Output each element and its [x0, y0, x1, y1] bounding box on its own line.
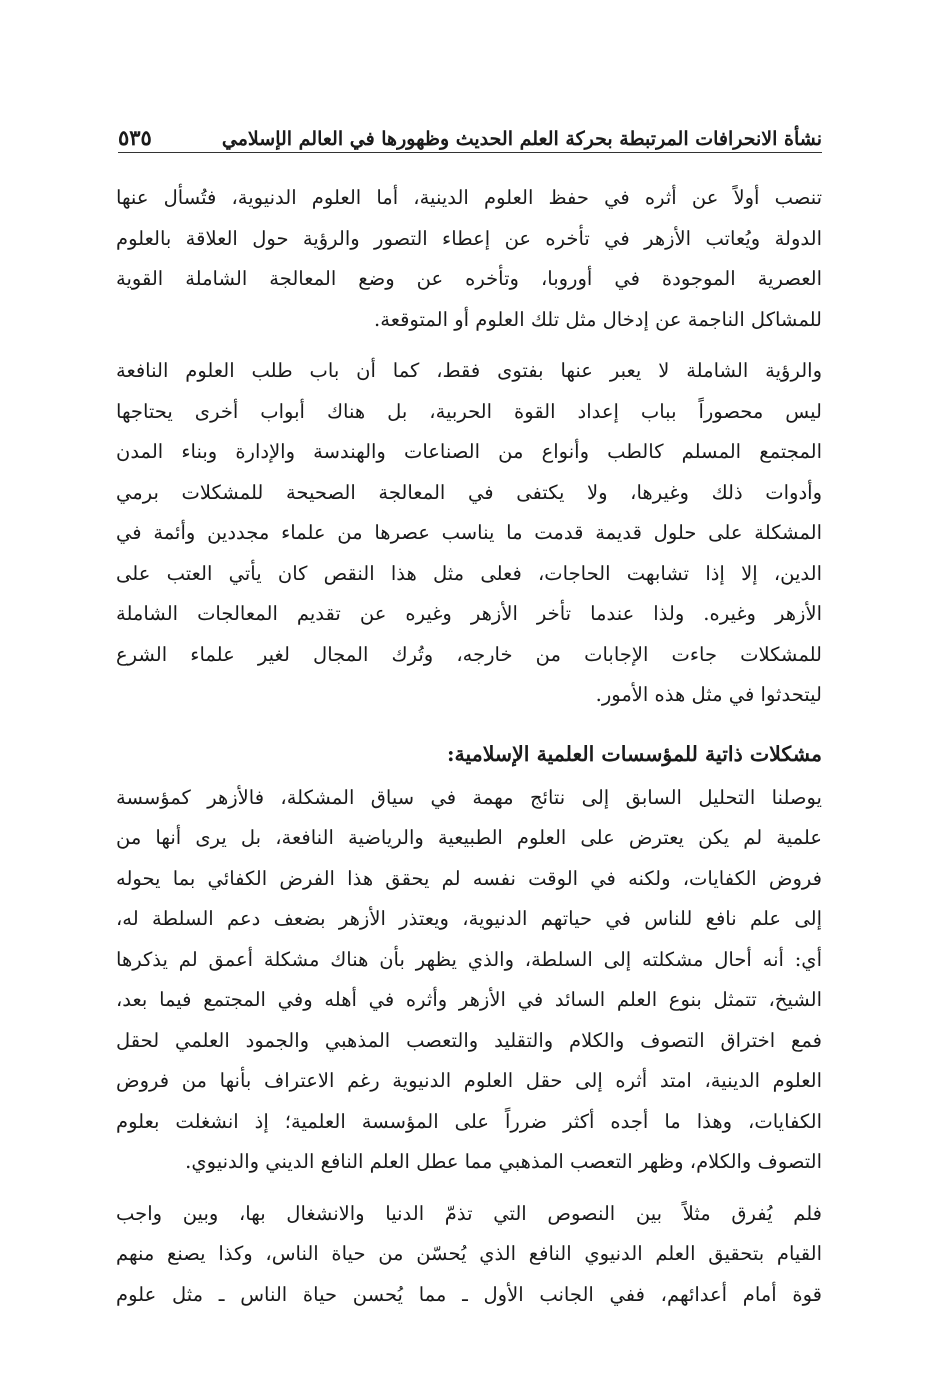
paragraph-line: العلوم الدينية، امتد أثره إلى حقل العلوم الدنيوية رغم الاعتراف بأنها من فروض [116, 1069, 822, 1092]
header-divider [118, 152, 822, 153]
page-number: ٥٣٥ [118, 125, 152, 150]
paragraph-line: الكفايات، وهذا ما أجده أكثر ضرراً على المؤسسة العلمية؛ إذ انشغلت بعلوم [116, 1109, 822, 1133]
paragraph-line: العصرية الموجودة في أوروبا، وتأخره عن وضع المعالجة الشاملة القوية [116, 267, 822, 290]
paragraph-line: وأدوات ذلك وغيرها، ولا يكتفى في المعالجة الصحيحة للمشكلات برمي [116, 480, 822, 504]
paragraph-1 [116, 178, 822, 340]
paragraph-line: علمية لم يكن يعترض على العلوم الطبيعية والرياضية النافعة، بل يرى أنها من [116, 826, 822, 849]
paragraph-line: الدين، إلا إذا تشابهت الحاجات، فعلى مثل هذا النقص كان يأتي العتب على [116, 561, 822, 585]
paragraph-line: المجتمع المسلم كالطب وأنواع من الصناعات والهندسة والإدارة وبناء المدن [116, 440, 822, 463]
paragraph-line: فمع اختراق التصوف والكلام والتقليد والتعصب المذهبي والجمود العلمي لحقل [116, 1028, 822, 1052]
paragraph-line: ليس محصوراً بباب إعداد القوة الحربية، بل هناك أبواب أخرى يحتاجها [116, 399, 822, 423]
paragraph-line: تنصب أولاً عن أثره في حفظ العلوم الدينية، أما العلوم الدنيوية، فتُسأل عنها [116, 186, 822, 209]
paragraph-line: ليتحدثوا في مثل هذه الأمور. [595, 683, 822, 706]
paragraph-line: يوصلنا التحليل السابق إلى نتائج مهمة في سياق المشكلة، فالأزهر كمؤسسة [116, 785, 822, 809]
paragraph-line: الأزهر وغيره. ولذا عندما تأخر الأزهر وغيره عن تقديم المعالجات الشاملة [116, 602, 822, 625]
paragraph-3 [116, 778, 822, 1183]
page-header [118, 104, 822, 150]
paragraph-line: فروض الكفايات، ولكنه في الوقت نفسه لم يحقق هذا الفرض الكفائي بما يحوله [116, 866, 822, 890]
paragraph-line: إلى علم نافع للناس في حياتهم الدنيوية، ويعتذر الأزهر بضعف دعم السلطة له، [116, 907, 822, 930]
paragraph-line: للمشكلات جاءت الإجابات من خارجه، وتُرك المجال لغير علماء الشرع [116, 642, 822, 666]
paragraph-line: والرؤية الشاملة لا يعبر عنها بفتوى فقط، كما أن باب طلب العلوم النافعة [116, 359, 822, 382]
paragraph-line: للمشاكل الناجمة عن إدخال مثل تلك العلوم أو المتوقعة. [374, 307, 822, 331]
paragraph-line: الدولة ويُعاتب الأزهر في تأخره عن إعطاء التصور والرؤية حول العلاقة بالعلوم [116, 226, 822, 250]
paragraph-line: الشيخ، تتمثل بنوع العلم السائد في الأزهر وأثره في أهله وفي المجتمع فيما بعد، [116, 988, 822, 1011]
paragraph-line: أي: أنه أحال مشكلته إلى السلطة، والذي يظهر بأن هناك مشكلة أعمق لم يذكرها [116, 947, 822, 971]
paragraph-line: فلم يُفرق مثلاً بين النصوص التي تذمّ الدنيا والانشغال بها، وبين واجب [116, 1201, 822, 1225]
paragraph-line: المشكلة على حلول قديمة قدمت ما يناسب عصرها من علماء مجددين وأئمة في [116, 521, 822, 544]
paragraph-line: القيام بتحقيق العلم الدنيوي النافع الذي يُحسّن من حياة الناس، وكذا يصنع منهم [116, 1242, 822, 1265]
paragraph-line: قوة أمام أعدائهم، ففي الجانب الأول ـ مما يُحسن حياة الناس ـ مثل علوم [116, 1282, 822, 1306]
section-heading: مشكلات ذاتية للمؤسسات العلمية الإسلامية: [446, 741, 822, 766]
paragraph-2 [116, 351, 822, 716]
running-title: نشأة الانحرافات المرتبطة بحركة العلم الحديث وظهورها في العالم الإسلامي [221, 128, 822, 150]
page-body [116, 178, 822, 1315]
paragraph-line: التصوف والكلام، وظهر التعصب المذهبي مما عطل العلم النافع الديني والدنيوي. [185, 1150, 822, 1173]
paragraph-4 [116, 1194, 822, 1316]
